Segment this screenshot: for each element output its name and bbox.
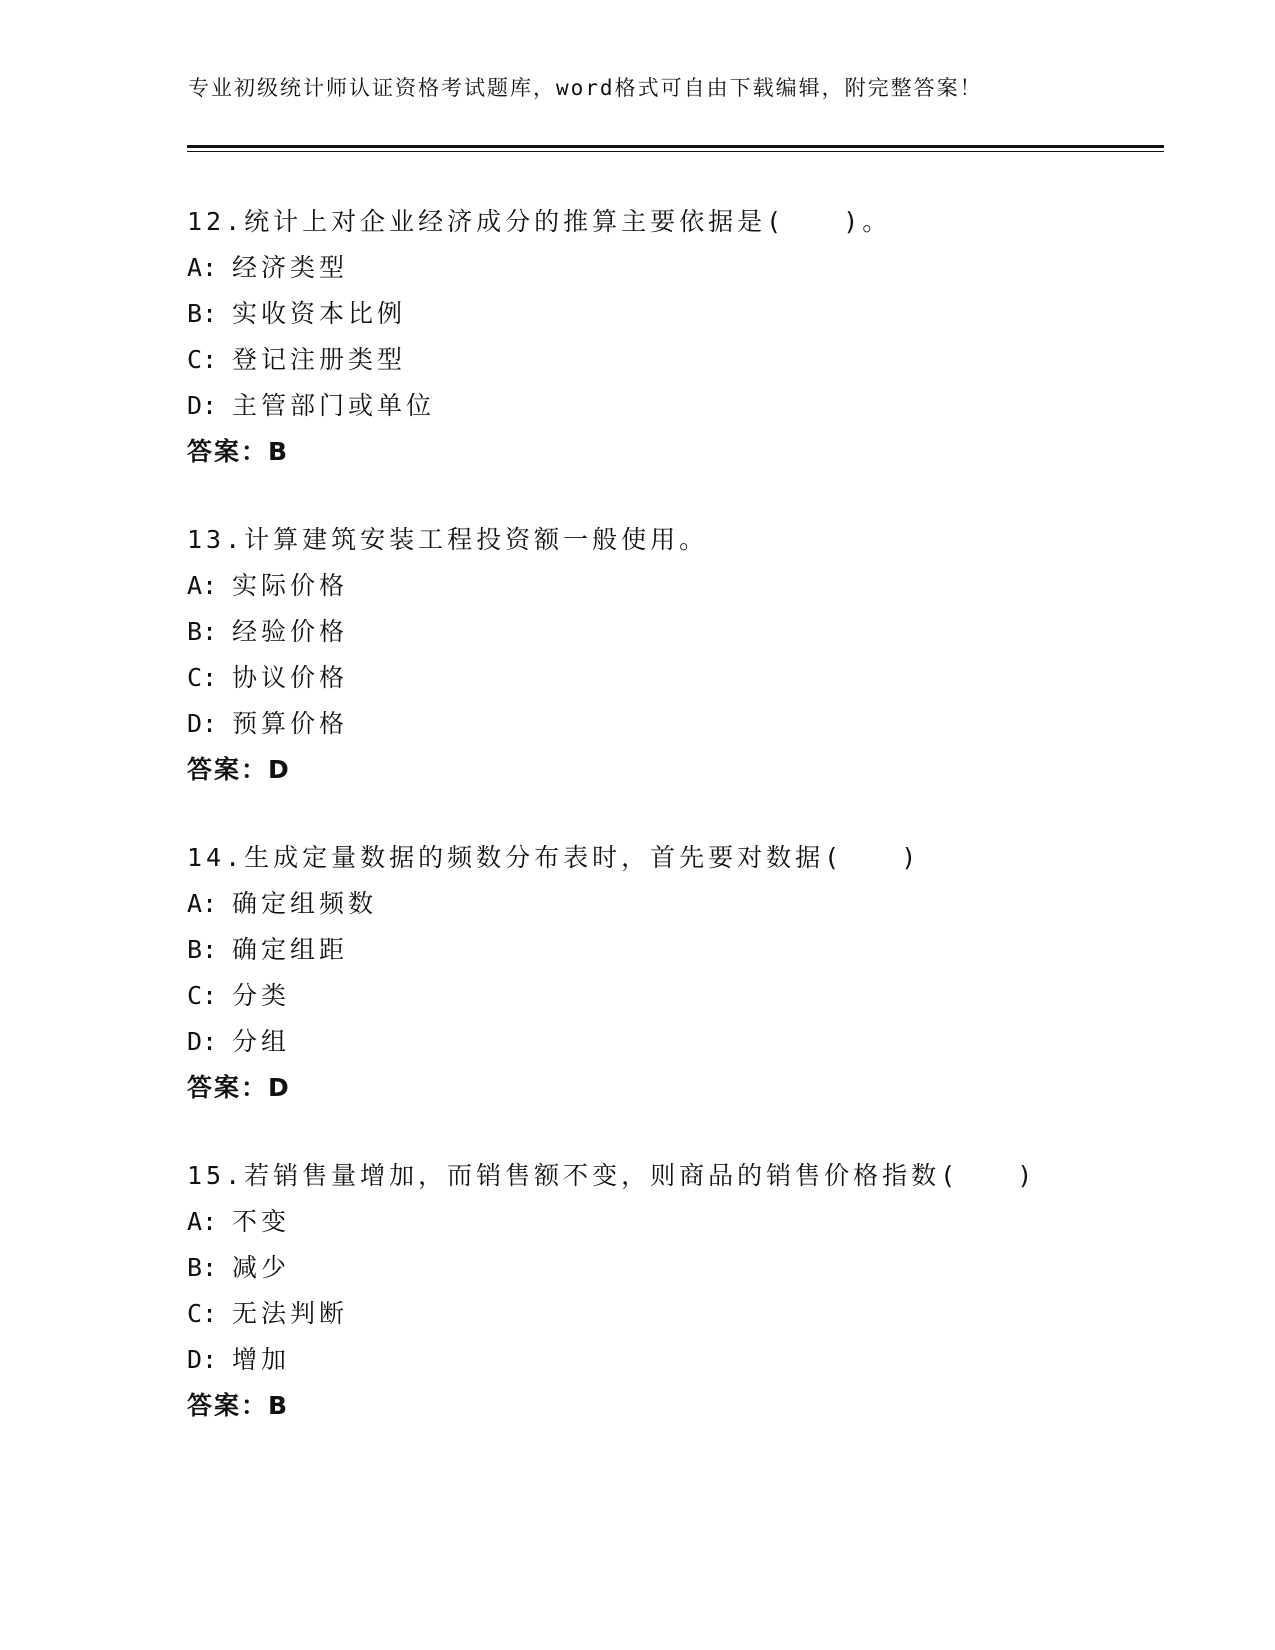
option-text: 经济类型 (232, 253, 349, 282)
option-letter: B: (187, 299, 218, 328)
option-letter: C: (187, 981, 218, 1010)
option-d (187, 383, 1167, 429)
option-c (187, 973, 1167, 1019)
answer-label: 答案：D (187, 1073, 291, 1102)
option-letter: D: (187, 391, 218, 420)
question-13 (187, 517, 1167, 793)
option-text: 预算价格 (232, 709, 349, 738)
option-text: 主管部门或单位 (232, 391, 436, 420)
option-a (187, 881, 1167, 927)
option-letter: D: (187, 1345, 218, 1374)
option-b (187, 1245, 1167, 1291)
question-stem: 13.计算建筑安装工程投资额一般使用。 (187, 525, 709, 554)
option-d (187, 1019, 1167, 1065)
page-header-title: 专业初级统计师认证资格考试题库，word格式可自由下载编辑，附完整答案！ (188, 76, 983, 100)
option-c (187, 1291, 1167, 1337)
option-b (187, 609, 1167, 655)
option-a (187, 1199, 1167, 1245)
option-b (187, 291, 1167, 337)
option-a (187, 563, 1167, 609)
option-letter: B: (187, 935, 218, 964)
option-letter: A: (187, 253, 218, 282)
option-letter: B: (187, 617, 218, 646)
option-letter: A: (187, 889, 218, 918)
option-text: 减少 (232, 1253, 291, 1282)
option-letter: C: (187, 345, 218, 374)
option-letter: D: (187, 709, 218, 738)
option-c (187, 655, 1167, 701)
option-text: 分组 (232, 1027, 291, 1056)
option-text: 确定组频数 (232, 889, 378, 918)
option-letter: A: (187, 1207, 218, 1236)
option-c (187, 337, 1167, 383)
option-letter: D: (187, 1027, 218, 1056)
option-b (187, 927, 1167, 973)
header-rule-thin (187, 151, 1164, 152)
option-text: 协议价格 (232, 663, 349, 692)
option-text: 确定组距 (232, 935, 349, 964)
option-text: 分类 (232, 981, 291, 1010)
header-rule-thick (187, 145, 1164, 148)
option-text: 登记注册类型 (232, 345, 407, 374)
option-text: 增加 (232, 1345, 291, 1374)
option-a (187, 245, 1167, 291)
option-letter: C: (187, 1299, 218, 1328)
option-text: 实际价格 (232, 571, 349, 600)
answer-label: 答案：B (187, 1391, 290, 1420)
option-text: 实收资本比例 (232, 299, 407, 328)
option-text: 不变 (232, 1207, 291, 1236)
option-letter: B: (187, 1253, 218, 1282)
question-stem: 15.若销售量增加，而销售额不变，则商品的销售价格指数( ) (187, 1161, 1037, 1190)
answer-label: 答案：B (187, 437, 290, 466)
option-letter: A: (187, 571, 218, 600)
question-stem: 12.统计上对企业经济成分的推算主要依据是( )。 (187, 207, 892, 236)
question-14 (187, 835, 1167, 1111)
answer-label: 答案：D (187, 755, 291, 784)
option-text: 无法判断 (232, 1299, 349, 1328)
question-15 (187, 1153, 1167, 1429)
option-d (187, 1337, 1167, 1383)
option-text: 经验价格 (232, 617, 349, 646)
question-stem: 14.生成定量数据的频数分布表时，首先要对数据( ) (187, 843, 921, 872)
question-12 (187, 199, 1167, 475)
option-letter: C: (187, 663, 218, 692)
option-d (187, 701, 1167, 747)
